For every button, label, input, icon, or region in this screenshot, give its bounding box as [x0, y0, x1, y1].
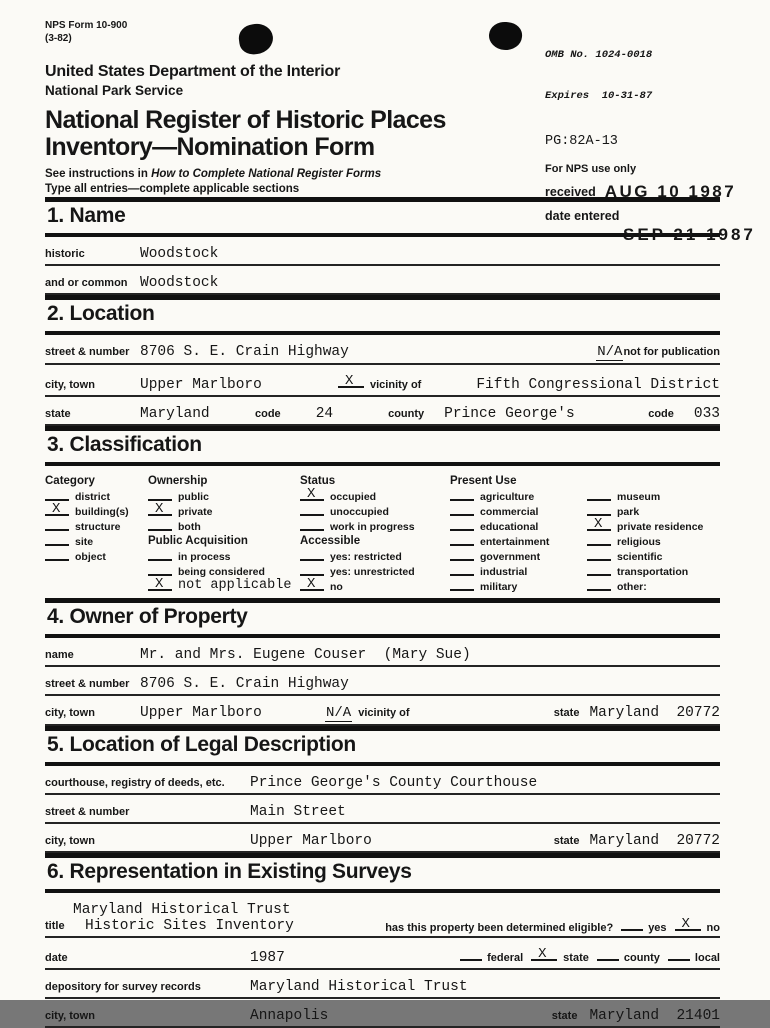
checkbox-blank: [45, 548, 69, 561]
state-value: Maryland: [140, 406, 210, 423]
checkbox-label: yes: restricted: [330, 550, 402, 563]
classification-subheading: Accessible: [300, 535, 361, 548]
header-right-block: [545, 22, 770, 245]
checkbox-blank: [148, 503, 172, 516]
checkbox-blank: [148, 563, 172, 576]
bureau-name: National Park Service: [45, 83, 184, 98]
date-entered-label: date entered: [545, 209, 620, 224]
checkbox-blank: [300, 518, 324, 531]
checkbox-item: [587, 489, 720, 503]
checkbox-label: building(s): [75, 505, 129, 518]
checkbox-blank: [300, 548, 324, 561]
checkbox-label: religious: [617, 535, 661, 548]
checkbox-label: being considered: [178, 565, 265, 578]
checkbox-label: agriculture: [480, 490, 535, 503]
checkbox-item: [450, 549, 587, 563]
checkbox-x-mark: X: [155, 501, 164, 518]
classification-subheading: Public Acquisition: [148, 535, 248, 548]
checkbox-blank: [587, 533, 611, 546]
checkbox-label: private residence: [617, 520, 704, 533]
classification-subheading: Status: [300, 475, 336, 488]
field-row-legal-city: [45, 824, 720, 853]
checkbox-label: unoccupied: [330, 505, 389, 518]
common-label: and or common: [45, 277, 128, 290]
checkbox-label: work in progress: [330, 520, 415, 533]
code-label-2: code: [648, 408, 674, 421]
classification-subheading: Category: [45, 475, 95, 488]
classification-subheading: Present Use: [450, 475, 517, 488]
owner-state-value: Maryland 20772: [589, 705, 720, 722]
state-label: state: [45, 408, 71, 421]
local-blank: [668, 949, 690, 961]
checkbox-blank: [450, 578, 474, 591]
checkbox-blank: [300, 503, 324, 516]
survey-title-block: [45, 902, 294, 934]
legal-city-label: city, town: [45, 834, 95, 847]
owner-street-value: 8706 S. E. Crain Highway: [140, 676, 349, 693]
classification-grid: [45, 466, 720, 598]
checkbox-item: [45, 519, 148, 533]
field-row-depository: [45, 970, 720, 999]
checkbox-label: district: [75, 490, 111, 503]
checkbox-label: object: [75, 550, 106, 563]
owner-vicinity-label: vicinity of: [358, 707, 410, 720]
state-level-x-mark: X: [538, 945, 547, 962]
instructions-prefix: See instructions in: [45, 168, 152, 180]
owner-city-label: city, town: [45, 707, 95, 720]
county-value: Prince George's: [444, 406, 575, 423]
checkbox-item: [148, 519, 300, 533]
section-heading-legal: 5. Location of Legal Description: [45, 726, 720, 766]
field-row-survey-date: [45, 938, 720, 970]
checkbox-label: public: [178, 490, 209, 503]
checkbox-label: not applicable: [178, 577, 292, 593]
owner-name-value: Mr. and Mrs. Eugene Couser (Mary Sue): [140, 647, 471, 664]
checkbox-blank: [148, 518, 172, 531]
eligible-yes-label: yes: [648, 921, 667, 934]
checkbox-blank: [300, 563, 324, 576]
survey-state-value: Maryland 21401: [589, 1007, 720, 1024]
street-label: street & number: [45, 346, 130, 359]
checkbox-item: [450, 519, 587, 533]
state-level-label: state: [563, 951, 589, 964]
owner-vicinity-na: N/A: [326, 705, 352, 722]
checkbox-item: [300, 564, 450, 578]
field-row-courthouse: [45, 766, 720, 795]
checkbox-label: entertainment: [480, 535, 550, 548]
owner-street-label: street & number: [45, 678, 130, 691]
field-row-survey-title: [45, 893, 720, 938]
checkbox-x-mark: X: [307, 576, 316, 593]
survey-city-value: Annapolis: [250, 1007, 329, 1024]
survey-date-label: date: [45, 951, 68, 964]
checkbox-label: transportation: [617, 565, 689, 578]
checkbox-label: park: [617, 505, 640, 518]
checkbox-label: occupied: [330, 490, 377, 503]
section-heading-classification: 3. Classification: [45, 426, 720, 466]
section-heading-surveys: 6. Representation in Existing Surveys: [45, 853, 720, 893]
form-title-line1: National Register of Historic Places: [45, 106, 446, 134]
field-row-common: [45, 266, 720, 295]
checkbox-item: [45, 534, 148, 548]
checkbox-item: [450, 489, 587, 503]
field-row-street: [45, 335, 720, 365]
checkbox-blank: [450, 533, 474, 546]
street-value: 8706 S. E. Crain Highway: [140, 344, 349, 361]
eligible-question-block: [385, 917, 720, 934]
section-heading-location: 2. Location: [45, 295, 720, 335]
depository-label: depository for survey records: [45, 980, 201, 993]
depository-value: Maryland Historical Trust: [250, 978, 468, 995]
instructions-manual-title: How to Complete National Register Forms: [151, 168, 382, 180]
checkbox-blank: [148, 488, 172, 501]
field-row-legal-street: [45, 795, 720, 824]
checkbox-blank: [450, 518, 474, 531]
checkbox-label: no: [330, 580, 343, 593]
checkbox-label: structure: [75, 520, 121, 533]
state-code-value: 24: [315, 406, 334, 423]
checkbox-item: [45, 501, 148, 518]
county-blank: [597, 949, 619, 961]
classification-column-present-use-2: [587, 473, 720, 594]
checkbox-blank: [45, 518, 69, 531]
checkbox-blank: [45, 533, 69, 546]
checkbox-item: [450, 579, 587, 593]
federal-label: federal: [487, 951, 524, 964]
checkbox-blank: [300, 488, 324, 501]
checkbox-item: [148, 549, 300, 563]
checkbox-item: [450, 564, 587, 578]
checkbox-label: scientific: [617, 550, 663, 563]
date-entered-row: [545, 209, 770, 223]
courthouse-label: courthouse, registry of deeds, etc.: [45, 776, 225, 789]
checkbox-blank: [148, 578, 172, 591]
checkbox-item: [148, 576, 300, 593]
eligible-no-checkbox: [675, 917, 701, 931]
received-date-stamp: AUG 10 1987: [604, 182, 737, 202]
checkbox-item: [45, 489, 148, 503]
checkbox-item: [148, 501, 300, 518]
checkbox-label: government: [480, 550, 541, 563]
checkbox-label: both: [178, 520, 201, 533]
owner-city-value: Upper Marlboro: [140, 705, 262, 722]
checkbox-blank: [450, 563, 474, 576]
checkbox-label: military: [480, 580, 518, 593]
county-level-label: county: [623, 951, 660, 964]
checkbox-blank: [587, 518, 611, 531]
checkbox-x-mark: X: [155, 576, 164, 593]
agency-name: United States Department of the Interior: [45, 63, 341, 80]
section-heading-owner: 4. Owner of Property: [45, 598, 720, 638]
checkbox-blank: [450, 488, 474, 501]
checkbox-item: [300, 549, 450, 563]
vicinity-checkbox: [338, 374, 364, 388]
checkbox-item: [300, 486, 450, 503]
date-entered-stamp: SEP 21 1987: [623, 225, 756, 245]
classification-column-ownership: [148, 473, 300, 594]
nps-use-only-label: For NPS use only: [545, 163, 637, 176]
classification-subheading: [587, 475, 720, 488]
field-row-owner-street: [45, 667, 720, 696]
survey-title-line1: Maryland Historical Trust: [73, 901, 291, 918]
received-label: received: [545, 185, 596, 200]
not-for-publication-label: not for publication: [623, 346, 720, 359]
checkbox-blank: [45, 503, 69, 516]
checkbox-label: museum: [617, 490, 661, 503]
checkbox-label: commercial: [480, 505, 539, 518]
omb-number: OMB No. 1024-0018: [545, 49, 653, 62]
checkbox-item: [587, 564, 720, 578]
vicinity-label: vicinity of: [370, 379, 422, 392]
reference-code: PG:82A-13: [545, 134, 618, 150]
checkbox-item: [587, 549, 720, 563]
survey-date-value: 1987: [250, 949, 285, 966]
county-label: county: [388, 408, 425, 421]
received-row: [545, 182, 770, 202]
checkbox-item: [148, 489, 300, 503]
field-row-survey-city: [45, 999, 720, 1028]
checkbox-label: industrial: [480, 565, 528, 578]
eligible-no-label: no: [706, 921, 720, 934]
checkbox-item: [450, 534, 587, 548]
vicinity-x-mark: X: [345, 373, 354, 390]
city-value: Upper Marlboro: [140, 377, 262, 394]
checkbox-blank: [450, 503, 474, 516]
survey-title-line2: Historic Sites Inventory: [85, 917, 294, 934]
checkbox-item: [587, 504, 720, 518]
checkbox-x-mark: X: [307, 486, 316, 503]
checkbox-blank: [587, 548, 611, 561]
local-level-label: local: [694, 951, 720, 964]
legal-state-value: Maryland 20772: [589, 832, 720, 849]
checkbox-blank: [587, 503, 611, 516]
checkbox-item: [148, 564, 300, 578]
city-label: city, town: [45, 379, 95, 392]
omb-block: [545, 22, 770, 131]
instructions-line2: Type all entries—complete applicable sections: [45, 183, 300, 196]
legal-city-value: Upper Marlboro: [250, 832, 372, 849]
field-row-owner-city: [45, 696, 720, 726]
field-row-city: [45, 365, 720, 397]
checkbox-item: [587, 516, 720, 533]
checkbox-x-mark: X: [594, 516, 603, 533]
courthouse-value: Prince George's County Courthouse: [250, 774, 538, 791]
legal-state-label: state: [553, 834, 580, 847]
classification-column-category: [45, 473, 148, 564]
section-heading-name: 1. Name: [45, 197, 720, 237]
form-number-line1: NPS Form 10-900: [45, 20, 128, 31]
state-level-checkbox: [531, 947, 557, 961]
checkbox-blank: [148, 548, 172, 561]
field-row-state: [45, 397, 720, 426]
eligible-no-x-mark: X: [681, 915, 690, 932]
checkbox-blank: [45, 488, 69, 501]
checkbox-blank: [300, 578, 324, 591]
common-value: Woodstock: [140, 275, 219, 292]
checkbox-blank: [587, 563, 611, 576]
field-row-owner-name: [45, 638, 720, 667]
checkbox-item: [587, 579, 720, 593]
checkbox-label: educational: [480, 520, 539, 533]
checkbox-item: [300, 504, 450, 518]
code-label-1: code: [255, 408, 281, 421]
federal-blank: [460, 949, 482, 961]
eligible-question: has this property been determined eligible?: [385, 921, 614, 934]
form-title-line2: Inventory—Nomination Form: [45, 133, 375, 161]
vicinity-value: Fifth Congressional District: [476, 377, 720, 394]
classification-column-status: [300, 473, 450, 594]
historic-label: historic: [45, 248, 85, 261]
legal-street-value: Main Street: [250, 803, 346, 820]
checkbox-label: site: [75, 535, 94, 548]
checkbox-blank: [587, 578, 611, 591]
checkbox-blank: [450, 548, 474, 561]
checkbox-x-mark: X: [52, 501, 61, 518]
checkbox-item: [45, 549, 148, 563]
survey-state-label: state: [551, 1009, 578, 1022]
county-code-value: 033: [693, 406, 720, 423]
owner-name-label: name: [45, 649, 74, 662]
classification-subheading: Ownership: [148, 475, 208, 488]
checkbox-label: in process: [178, 550, 231, 563]
checkbox-label: other:: [617, 580, 647, 593]
checkbox-item: [300, 519, 450, 533]
legal-street-label: street & number: [45, 805, 130, 818]
checkbox-item: [300, 576, 450, 593]
eligible-yes-blank: [621, 919, 643, 931]
omb-expires: Expires 10-31-87: [545, 90, 653, 103]
checkbox-blank: [587, 488, 611, 501]
survey-city-label: city, town: [45, 1009, 95, 1022]
owner-state-label: state: [553, 707, 580, 720]
checkbox-label: private: [178, 505, 213, 518]
form-number-line2: (3-82): [45, 32, 72, 44]
classification-column-present-use-1: [450, 473, 587, 594]
survey-title-label: title: [45, 919, 65, 932]
checkbox-item: [587, 534, 720, 548]
survey-title-line2-row: [45, 918, 294, 934]
historic-value: Woodstock: [140, 246, 219, 263]
checkbox-item: [450, 504, 587, 518]
not-for-publication-na: N/A: [597, 344, 623, 361]
checkbox-label: yes: unrestricted: [330, 565, 415, 578]
